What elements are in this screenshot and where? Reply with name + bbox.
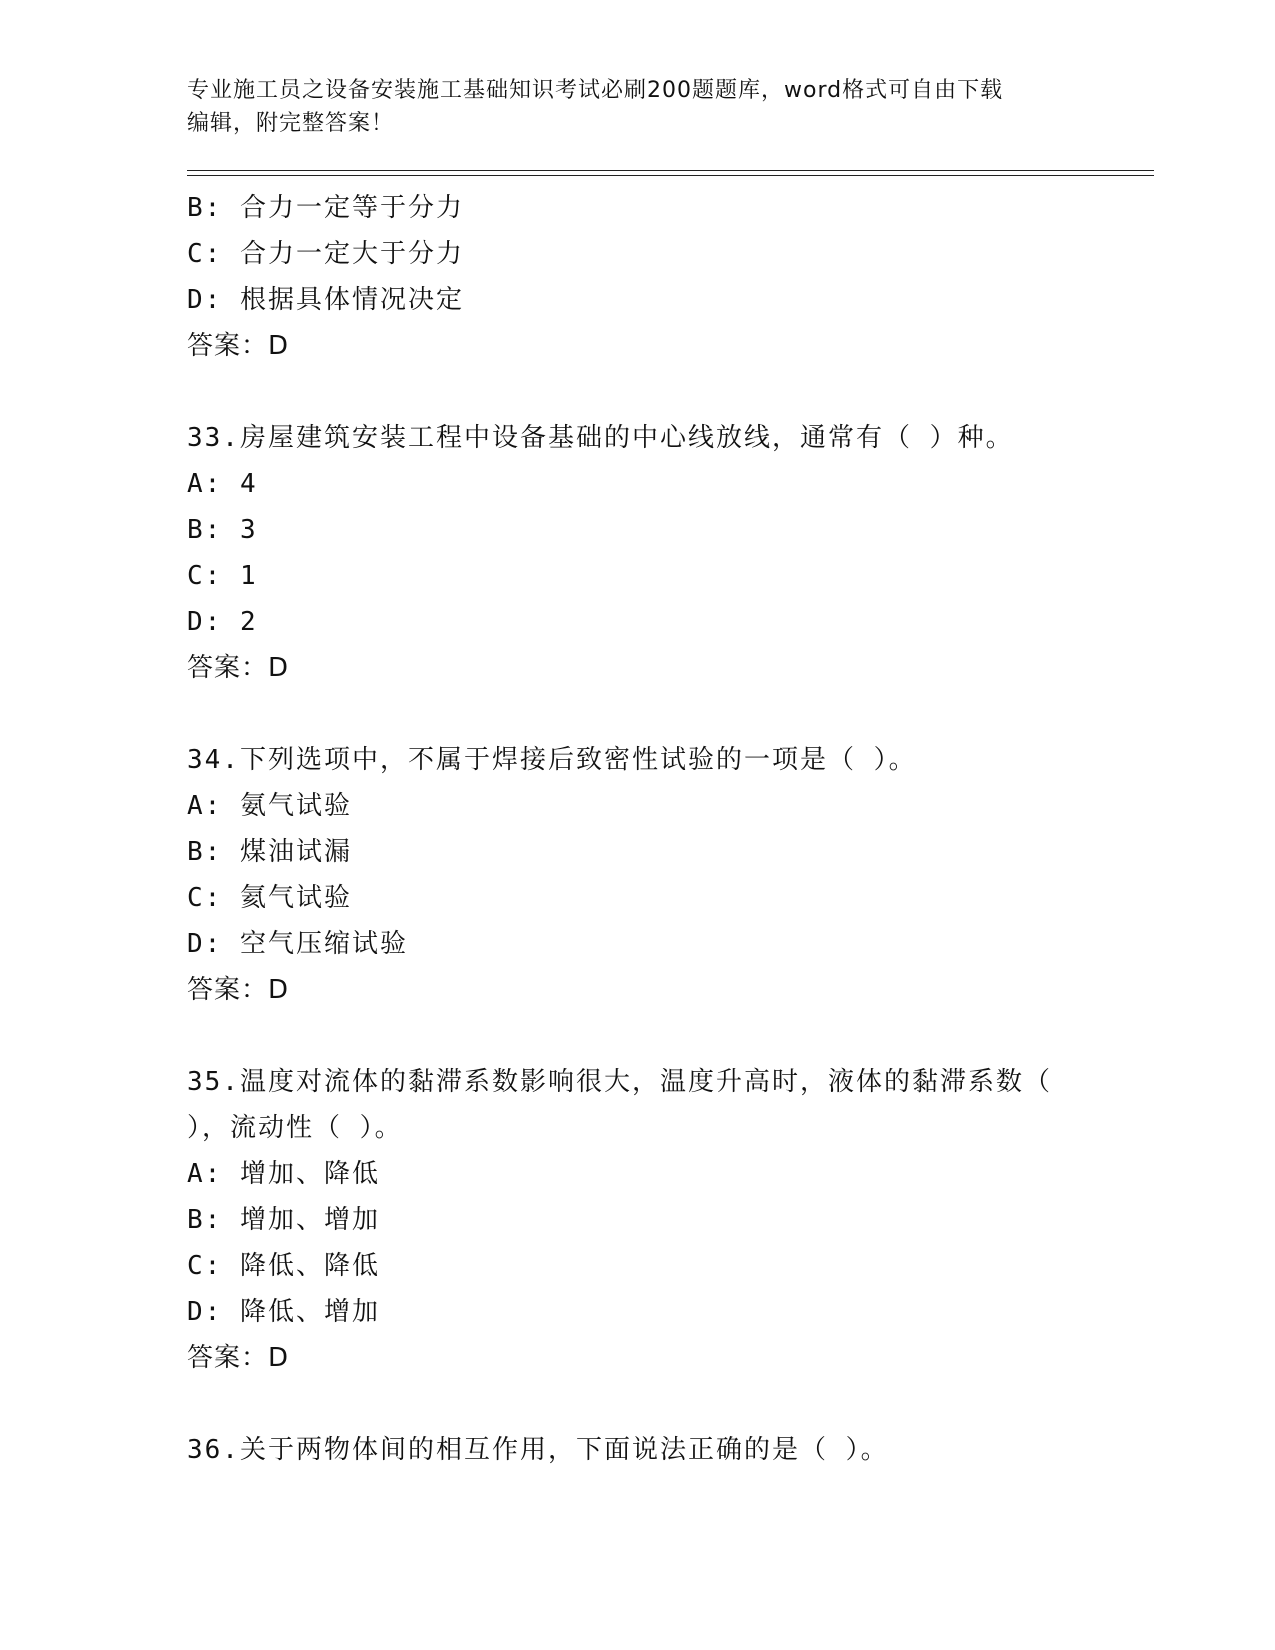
- option-d: D: 空气压缩试验: [187, 929, 408, 959]
- question-32-continued: [187, 185, 1087, 369]
- option-a: A: 增加、降低: [187, 1159, 380, 1189]
- question-34: [187, 737, 1087, 1013]
- option-c: C: 1: [187, 561, 258, 591]
- option-d: D: 2: [187, 607, 258, 637]
- question-stem: 34.下列选项中，不属于焊接后致密性试验的一项是（ ）。: [187, 745, 917, 775]
- header-rule-bottom: [187, 175, 1154, 176]
- option-d: D: 降低、增加: [187, 1297, 380, 1327]
- option-b: B: 合力一定等于分力: [187, 193, 464, 223]
- answer: 答案：D: [187, 653, 290, 683]
- option-c: C: 降低、降低: [187, 1251, 380, 1281]
- question-33: [187, 415, 1087, 691]
- question-stem: 36.关于两物体间的相互作用，下面说法正确的是（ ）。: [187, 1435, 889, 1465]
- question-stem-line-2: ），流动性（ ）。: [187, 1113, 403, 1143]
- option-a: A: 氨气试验: [187, 791, 352, 821]
- question-36: [187, 1427, 1087, 1473]
- answer: 答案：D: [187, 975, 290, 1005]
- option-c: C: 氦气试验: [187, 883, 352, 913]
- option-b: B: 增加、增加: [187, 1205, 380, 1235]
- question-stem-line-1: 35.温度对流体的黏滞系数影响很大，温度升高时，液体的黏滞系数（: [187, 1067, 1052, 1097]
- question-stem: 33.房屋建筑安装工程中设备基础的中心线放线，通常有（ ）种。: [187, 423, 1014, 453]
- option-a: A: 4: [187, 469, 258, 499]
- option-b: B: 3: [187, 515, 258, 545]
- question-35: [187, 1059, 1087, 1381]
- header-title-line-2: 编辑，附完整答案！: [187, 111, 395, 136]
- option-c: C: 合力一定大于分力: [187, 239, 464, 269]
- answer: 答案：D: [187, 331, 290, 361]
- option-d: D: 根据具体情况决定: [187, 285, 464, 315]
- option-b: B: 煤油试漏: [187, 837, 352, 867]
- answer: 答案：D: [187, 1343, 290, 1373]
- document-header: [187, 74, 1067, 140]
- header-rule-top: [187, 170, 1154, 171]
- question-list: [187, 185, 1087, 1473]
- header-title-line-1: 专业施工员之设备安装施工基础知识考试必刷200题题库，word格式可自由下载: [187, 78, 1004, 103]
